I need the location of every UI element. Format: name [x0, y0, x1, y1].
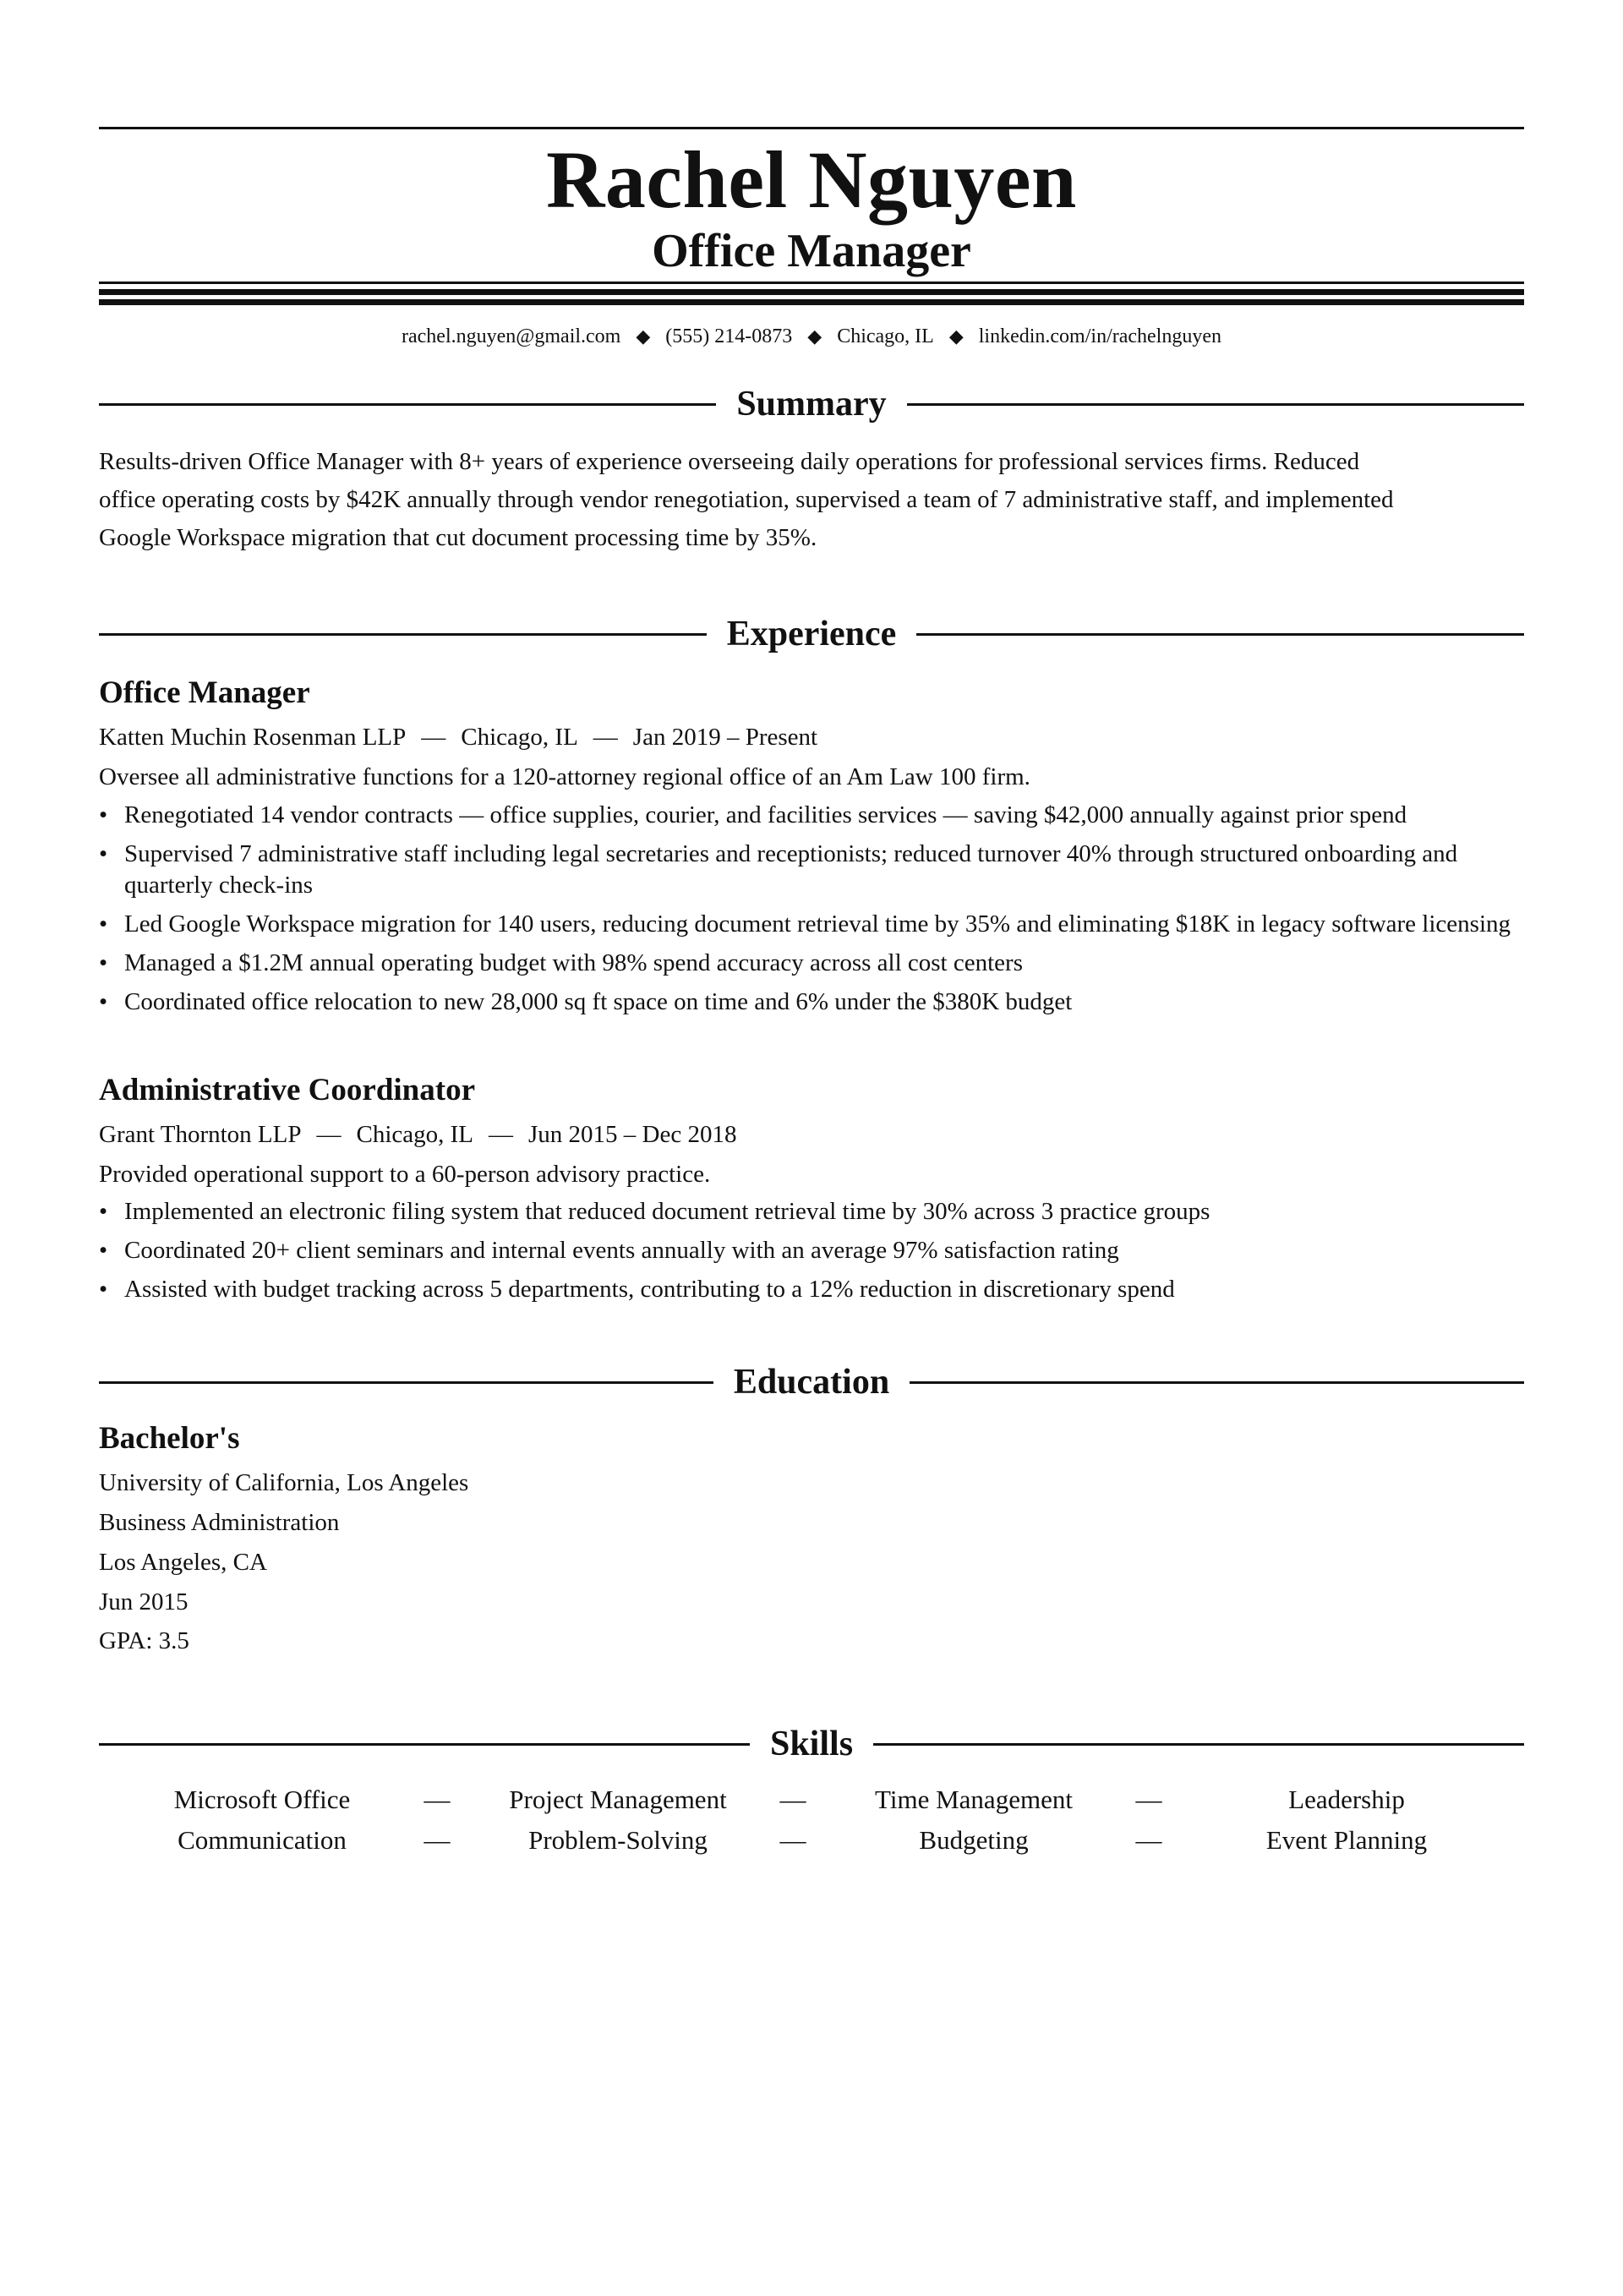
- summary-text: [99, 443, 1524, 557]
- job-company: Grant Thornton LLP: [99, 1121, 302, 1148]
- list-item: [99, 1235, 1524, 1266]
- skill-item: Communication: [178, 1825, 347, 1855]
- job-bullets: [99, 800, 1524, 1025]
- list-item: [99, 1274, 1524, 1305]
- job-description: Oversee all administrative functions for a 120-attorney regional office of an Am Law 100 firm.: [99, 763, 1030, 790]
- section-title: Skills: [769, 1725, 854, 1763]
- contact-email[interactable]: rachel.nguyen@gmail.com: [402, 325, 621, 347]
- skill-separator: —: [779, 1785, 806, 1814]
- bullet-icon: •: [99, 988, 108, 1015]
- job-company: Katten Muchin Rosenman LLP: [99, 724, 407, 751]
- skills-row: [99, 1820, 1524, 1861]
- job-description: Provided operational support to a 60-person advisory practice.: [99, 1161, 711, 1188]
- summary-line: Google Workspace migration that cut document processing time by 35%.: [99, 524, 817, 551]
- bullet-icon: •: [99, 801, 108, 828]
- list-item: [99, 948, 1524, 979]
- list-item: [99, 1196, 1524, 1227]
- skill-separator: —: [779, 1825, 806, 1855]
- diamond-separator-icon: ◆: [636, 325, 651, 347]
- skill-item: Microsoft Office: [173, 1785, 351, 1814]
- bullet-icon: •: [99, 910, 108, 938]
- list-item: [99, 909, 1524, 940]
- job-title: Office Manager: [99, 675, 310, 710]
- job-location: Chicago, IL: [356, 1121, 474, 1148]
- job-bullets: [99, 1196, 1524, 1313]
- skill-item: Project Management: [509, 1785, 727, 1814]
- contact-phone[interactable]: (555) 214-0873: [665, 325, 793, 347]
- section-heading-skills: [99, 1719, 1524, 1769]
- section-heading-experience: [99, 609, 1524, 659]
- bullet-text: Supervised 7 administrative staff including legal secretaries and receptionists; reduced turnover 40% through structured onboarding and quarterly check-ins: [124, 840, 1458, 899]
- meta-separator: —: [421, 724, 446, 751]
- bullet-text: Assisted with budget tracking across 5 departments, contributing to a 12% reduction in discretionary spend: [124, 1276, 1175, 1303]
- candidate-title: Office Manager: [652, 225, 971, 277]
- education-location: Los Angeles, CA: [99, 1549, 267, 1576]
- skill-item: Event Planning: [1265, 1825, 1428, 1855]
- bullet-text: Implemented an electronic filing system that reduced document retrieval time by 30% across 3 practice groups: [124, 1198, 1210, 1225]
- skill-separator: —: [424, 1785, 451, 1814]
- education-degree: Bachelor's: [99, 1421, 240, 1456]
- skill-item: Budgeting: [919, 1825, 1029, 1855]
- candidate-name: Rachel Nguyen: [546, 134, 1077, 225]
- contact-linkedin[interactable]: linkedin.com/in/rachelnguyen: [978, 325, 1221, 347]
- skill-item: Time Management: [875, 1785, 1073, 1814]
- diamond-separator-icon: ◆: [948, 325, 964, 347]
- diamond-separator-icon: ◆: [807, 325, 822, 347]
- header-bottom-rule: [99, 282, 1524, 305]
- bullet-text: Coordinated office relocation to new 28,000 sq ft space on time and 6% under the $380K budget: [124, 988, 1073, 1015]
- bullet-text: Renegotiated 14 vendor contracts — office supplies, courier, and facilities services — saving $42,000 annually against prior spend: [124, 801, 1407, 828]
- list-item: [99, 839, 1524, 901]
- job-location: Chicago, IL: [461, 724, 578, 751]
- bullet-text: Managed a $1.2M annual operating budget with 98% spend accuracy across all cost centers: [124, 949, 1023, 976]
- bullet-icon: •: [99, 840, 108, 867]
- job-dates: Jan 2019 – Present: [632, 724, 818, 751]
- bullet-icon: •: [99, 1237, 108, 1264]
- bullet-text: Led Google Workspace migration for 140 users, reducing document retrieval time by 35% and eliminating $18K in legacy software licensing: [124, 910, 1511, 938]
- list-item: [99, 987, 1524, 1018]
- list-item: [99, 800, 1524, 831]
- bullet-icon: •: [99, 1198, 108, 1225]
- section-title: Education: [733, 1363, 890, 1402]
- section-heading-summary: [99, 379, 1524, 429]
- section-title: Summary: [736, 385, 887, 424]
- bullet-text: Coordinated 20+ client seminars and internal events annually with an average 97% satisfaction rating: [124, 1237, 1119, 1264]
- meta-separator: —: [593, 724, 618, 751]
- education-school: University of California, Los Angeles: [99, 1469, 469, 1496]
- job-meta: [99, 719, 817, 756]
- bullet-icon: •: [99, 949, 108, 976]
- bullet-icon: •: [99, 1276, 108, 1303]
- skill-separator: —: [1135, 1785, 1162, 1814]
- education-field: Business Administration: [99, 1509, 340, 1536]
- contact-line: [99, 321, 1524, 352]
- summary-line: Results-driven Office Manager with 8+ years of experience overseeing daily operations for professional services firms. Reduced: [99, 448, 1360, 475]
- contact-location: Chicago, IL: [837, 325, 934, 347]
- education-date: Jun 2015: [99, 1588, 189, 1615]
- skill-separator: —: [1135, 1825, 1162, 1855]
- meta-separator: —: [489, 1121, 514, 1148]
- summary-line: office operating costs by $42K annually through vendor renegotiation, supervised a team of 7 administrative staff, and implemented: [99, 486, 1394, 513]
- job-title: Administrative Coordinator: [99, 1073, 475, 1107]
- education-gpa: GPA: 3.5: [99, 1627, 189, 1654]
- skill-item: Problem-Solving: [528, 1825, 708, 1855]
- skill-item: Leadership: [1288, 1785, 1405, 1814]
- section-title: Experience: [726, 615, 897, 653]
- skill-separator: —: [424, 1825, 451, 1855]
- skills-row: [99, 1779, 1524, 1820]
- job-dates: Jun 2015 – Dec 2018: [528, 1121, 737, 1148]
- job-meta: [99, 1116, 737, 1153]
- section-heading-education: [99, 1357, 1524, 1408]
- meta-separator: —: [316, 1121, 342, 1148]
